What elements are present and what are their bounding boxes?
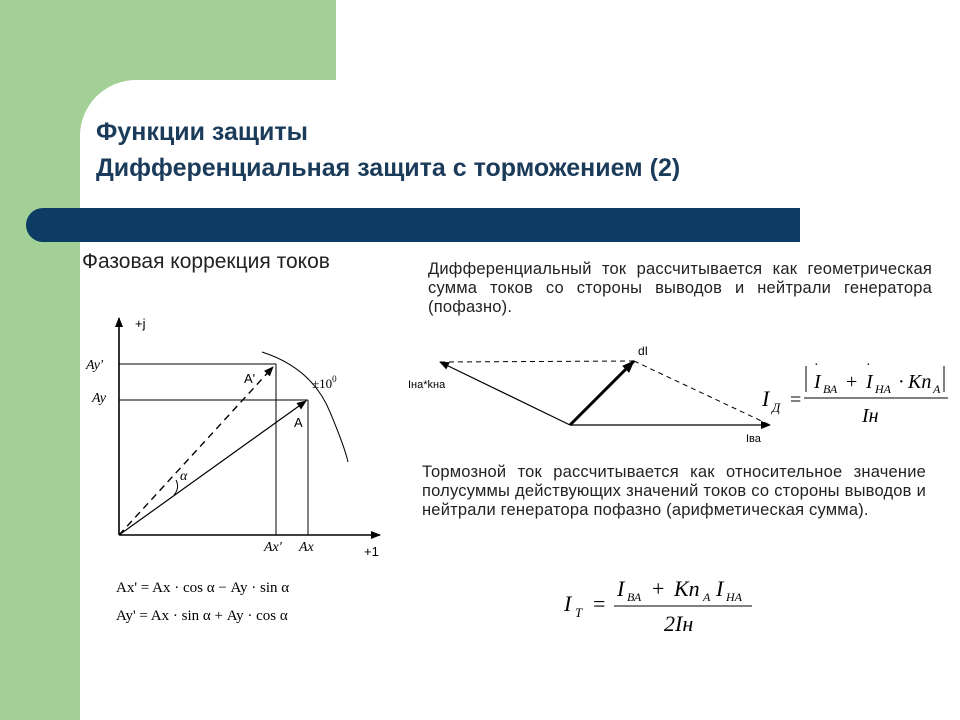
formula-diff-i2: I [866, 371, 873, 393]
slide-title-line1: Функции защиты [96, 118, 308, 146]
formula-rest-eq: = [593, 591, 606, 616]
formula-rest-lhs: I [564, 591, 572, 616]
label-ay: Ay [92, 391, 106, 406]
formula-rest-den: 2Iн [664, 611, 694, 636]
formula-rest-i2: I [716, 576, 724, 601]
dot-i1: · [814, 358, 819, 373]
formula-rest-k-sub: A [703, 590, 711, 604]
axis-label-j: +j [135, 316, 146, 331]
formula-rest-i2-sub: НА [726, 590, 742, 604]
formula-diff-lhs: I [762, 386, 770, 411]
formula-diff-den: Iн [862, 405, 879, 427]
formula-diff-eq: = [790, 389, 802, 411]
label-iva: Iва [746, 433, 761, 445]
formula-diff-k: Kn [908, 371, 932, 393]
formula-diff-i2-sub: НА [875, 382, 891, 396]
section-title: Фазовая коррекция токов [82, 250, 330, 273]
label-a-prime: A' [244, 371, 256, 386]
formula-rest-i1: I [617, 576, 625, 601]
formula-diff-dot: · [898, 371, 905, 393]
formula-rest-k: Kn [674, 576, 700, 601]
label-di: dI [638, 344, 649, 358]
label-ax: Ax [299, 540, 314, 555]
dot-i2: · [866, 358, 871, 373]
correction-formula-1: Ax' = Ax · cos α − Ay · sin α [116, 580, 290, 596]
label-angle: $\pm 10^0$ [312, 374, 337, 391]
slide-title-line2: Дифференциальная защита с торможением (2) [96, 154, 681, 182]
correction-formula-2: Ay' = Ax · sin α + Ay · cos α [116, 608, 288, 624]
formula-rest-i1-sub: ВА [627, 590, 642, 604]
label-ina: Iна*kна [408, 379, 446, 391]
formula-diff-i1-sub: ВА [823, 382, 838, 396]
formula-diff-lhs-sub: Д [772, 400, 781, 415]
formula-diff-plus: + [846, 371, 858, 393]
formula-diff-i1: I [814, 371, 821, 393]
differential-current-text: Дифференциальный ток рассчитывается как геометрическая сумма токов со стороны выводов и нейтрали генератора (пофазно). [428, 260, 932, 316]
restraint-current-text: Тормозной ток рассчитывается как относительное значение полусуммы действующих значений токов со стороны выводов и нейтрали генератора пофазно (арифметическая сумма). [422, 463, 926, 519]
axis-label-1: +1 [364, 544, 379, 559]
formula-rest-lhs-sub: Т [575, 605, 583, 620]
label-ay-prime: Ay' [86, 358, 103, 373]
formula-diff-k-sub: A [933, 382, 941, 396]
formula-rest-plus: + [652, 576, 665, 601]
label-alpha: α [180, 469, 188, 484]
label-ax-prime: Ax' [264, 540, 282, 555]
label-a: A [294, 415, 303, 430]
